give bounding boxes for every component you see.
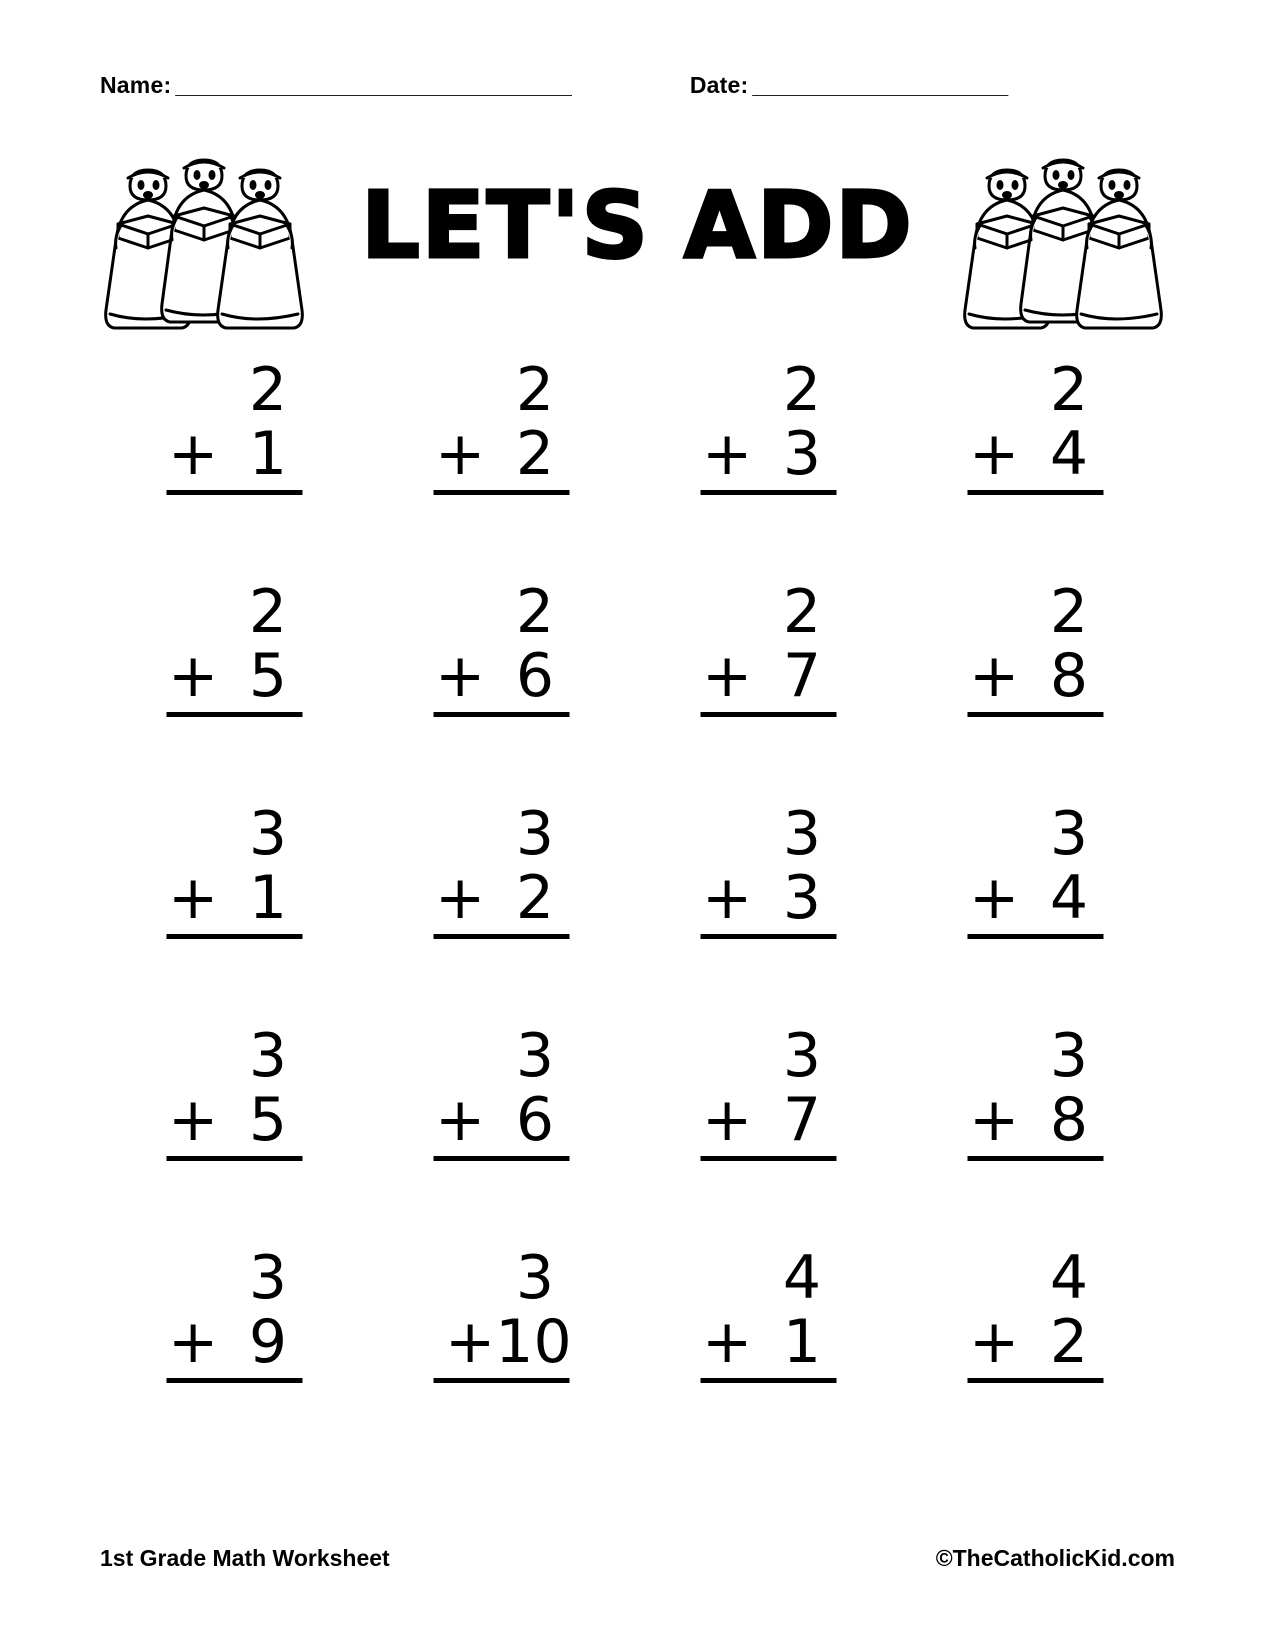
plus-icon: +: [435, 1085, 486, 1155]
addend-bottom-row: [160, 641, 315, 711]
footer: [100, 1545, 1175, 1572]
answer-line[interactable]: [166, 490, 302, 495]
problem-stack: [694, 1243, 849, 1383]
addend-bottom-row: [160, 1307, 315, 1377]
addend-top: 2: [782, 577, 821, 647]
problem-stack: [694, 1021, 849, 1161]
addend-bottom: 7: [782, 1085, 821, 1155]
problem-stack: [160, 799, 315, 939]
answer-line[interactable]: [433, 934, 569, 939]
addend-bottom: 6: [515, 1085, 554, 1155]
addend-bottom-row: [427, 419, 582, 489]
date-field[interactable]: [690, 72, 1008, 99]
plus-icon: +: [702, 419, 753, 489]
answer-line[interactable]: [967, 490, 1103, 495]
addend-top: 3: [515, 799, 554, 869]
addend-bottom: 5: [248, 641, 287, 711]
addition-problem[interactable]: [905, 355, 1172, 580]
addend-top: 4: [1049, 1243, 1088, 1313]
addend-top: 2: [248, 355, 287, 425]
problem-stack: [961, 799, 1116, 939]
problem-stack: [160, 577, 315, 717]
problem-stack: [427, 1021, 582, 1161]
addend-top: 3: [248, 1243, 287, 1313]
page-title: LET'S ADD: [361, 172, 914, 279]
name-field[interactable]: [100, 72, 572, 99]
plus-icon: +: [969, 1307, 1020, 1377]
addend-bottom-row: [694, 1307, 849, 1377]
addition-problem[interactable]: [638, 799, 905, 1024]
addend-bottom-row: [427, 641, 582, 711]
addend-bottom: 1: [248, 419, 287, 489]
addend-bottom: 5: [248, 1085, 287, 1155]
addend-bottom-row: [694, 641, 849, 711]
addend-bottom-row: [961, 1085, 1116, 1155]
problem-stack: [427, 355, 582, 495]
addend-bottom: 10: [495, 1307, 572, 1377]
problem-stack: [961, 577, 1116, 717]
addend-bottom-row: [961, 419, 1116, 489]
addend-bottom: 2: [515, 419, 554, 489]
addition-problem[interactable]: [371, 577, 638, 802]
addend-bottom-row: [694, 419, 849, 489]
addend-top: 3: [782, 799, 821, 869]
name-label: Name:: [100, 72, 172, 98]
addend-bottom: 3: [782, 419, 821, 489]
header-fields: [100, 72, 1175, 99]
problem-stack: [427, 1243, 582, 1383]
answer-line[interactable]: [967, 1156, 1103, 1161]
addend-top: 3: [1049, 799, 1088, 869]
plus-icon: +: [168, 1085, 219, 1155]
problem-stack: [694, 355, 849, 495]
problem-stack: [961, 355, 1116, 495]
plus-icon: +: [969, 419, 1020, 489]
addend-bottom-row: [961, 641, 1116, 711]
addend-bottom: 7: [782, 641, 821, 711]
addition-problem[interactable]: [104, 577, 371, 802]
answer-line[interactable]: [166, 712, 302, 717]
addend-bottom-row: [160, 419, 315, 489]
problem-stack: [160, 1243, 315, 1383]
addition-problem[interactable]: [905, 577, 1172, 802]
addend-top: 4: [782, 1243, 821, 1313]
addend-top: 3: [515, 1243, 554, 1313]
plus-icon: +: [435, 863, 486, 933]
problem-stack: [961, 1243, 1116, 1383]
addend-bottom: 1: [248, 863, 287, 933]
problem-stack: [427, 799, 582, 939]
addend-bottom: 1: [782, 1307, 821, 1377]
addition-problem[interactable]: [905, 1021, 1172, 1246]
addend-top: 2: [1049, 577, 1088, 647]
answer-line[interactable]: [700, 490, 836, 495]
date-label: Date:: [689, 72, 749, 98]
answer-line[interactable]: [166, 934, 302, 939]
addend-bottom-row: [427, 1307, 582, 1377]
addition-problem[interactable]: [638, 1021, 905, 1246]
addend-bottom: 2: [1049, 1307, 1088, 1377]
addition-problem[interactable]: [371, 1021, 638, 1246]
addition-problem[interactable]: [104, 1021, 371, 1246]
addend-bottom: 8: [1049, 641, 1088, 711]
plus-icon: +: [168, 1307, 219, 1377]
addend-top: 3: [515, 1021, 554, 1091]
addend-bottom-row: [961, 863, 1116, 933]
problem-stack: [694, 577, 849, 717]
addend-bottom-row: [961, 1307, 1116, 1377]
answer-line[interactable]: [166, 1156, 302, 1161]
addition-problem[interactable]: [905, 1243, 1172, 1468]
plus-icon: +: [969, 641, 1020, 711]
addition-problem[interactable]: [371, 1243, 638, 1468]
problem-stack: [160, 1021, 315, 1161]
addend-bottom-row: [427, 1085, 582, 1155]
plus-icon: +: [702, 1085, 753, 1155]
plus-icon: +: [168, 641, 219, 711]
addend-top: 3: [248, 799, 287, 869]
plus-icon: +: [969, 1085, 1020, 1155]
answer-line[interactable]: [433, 712, 569, 717]
addition-problem[interactable]: [905, 799, 1172, 1024]
addend-bottom: 8: [1049, 1085, 1088, 1155]
addend-top: 3: [782, 1021, 821, 1091]
addition-problem[interactable]: [371, 355, 638, 580]
footer-right-text: ©TheCatholicKid.com: [935, 1545, 1175, 1571]
addition-problem[interactable]: [104, 799, 371, 1024]
plus-icon: +: [702, 863, 753, 933]
title-banner: [0, 120, 1275, 350]
addend-top: 2: [1049, 355, 1088, 425]
addend-top: 2: [248, 577, 287, 647]
plus-icon: +: [445, 1307, 496, 1377]
addition-problem[interactable]: [638, 355, 905, 580]
problems-grid: [104, 355, 1172, 1468]
addend-bottom: 4: [1049, 863, 1088, 933]
addition-problem[interactable]: [638, 1243, 905, 1468]
addition-problem[interactable]: [371, 799, 638, 1024]
addend-top: 3: [248, 1021, 287, 1091]
addend-bottom: 2: [515, 863, 554, 933]
answer-line[interactable]: [433, 490, 569, 495]
addend-bottom-row: [160, 863, 315, 933]
problem-stack: [160, 355, 315, 495]
answer-line[interactable]: [700, 934, 836, 939]
problem-stack: [427, 577, 582, 717]
addend-bottom-row: [427, 863, 582, 933]
answer-line[interactable]: [967, 1378, 1103, 1383]
answer-line[interactable]: [967, 712, 1103, 717]
footer-left-text: 1st Grade Math Worksheet: [100, 1545, 390, 1571]
plus-icon: +: [702, 641, 753, 711]
addition-problem[interactable]: [104, 1243, 371, 1468]
addend-bottom-row: [160, 1085, 315, 1155]
plus-icon: +: [702, 1307, 753, 1377]
answer-line[interactable]: [433, 1378, 569, 1383]
plus-icon: +: [435, 641, 486, 711]
addend-bottom-row: [694, 863, 849, 933]
addition-problem[interactable]: [104, 355, 371, 580]
choir-singers-icon: [947, 128, 1187, 338]
answer-line[interactable]: [700, 712, 836, 717]
addend-bottom: 3: [782, 863, 821, 933]
addend-top: 2: [515, 355, 554, 425]
addend-top: 3: [1049, 1021, 1088, 1091]
addend-top: 2: [515, 577, 554, 647]
answer-line[interactable]: [700, 1378, 836, 1383]
answer-line[interactable]: [433, 1156, 569, 1161]
addend-bottom-row: [694, 1085, 849, 1155]
plus-icon: +: [435, 419, 486, 489]
name-write-line[interactable]: _______________________________: [175, 72, 572, 98]
date-write-line[interactable]: ____________________: [752, 72, 1009, 98]
problem-stack: [961, 1021, 1116, 1161]
answer-line[interactable]: [166, 1378, 302, 1383]
answer-line[interactable]: [967, 934, 1103, 939]
addend-bottom: 9: [248, 1307, 287, 1377]
addend-bottom: 4: [1049, 419, 1088, 489]
addition-problem[interactable]: [638, 577, 905, 802]
addend-top: 2: [782, 355, 821, 425]
answer-line[interactable]: [700, 1156, 836, 1161]
addend-bottom: 6: [515, 641, 554, 711]
problem-stack: [694, 799, 849, 939]
plus-icon: +: [168, 419, 219, 489]
plus-icon: +: [969, 863, 1020, 933]
plus-icon: +: [168, 863, 219, 933]
